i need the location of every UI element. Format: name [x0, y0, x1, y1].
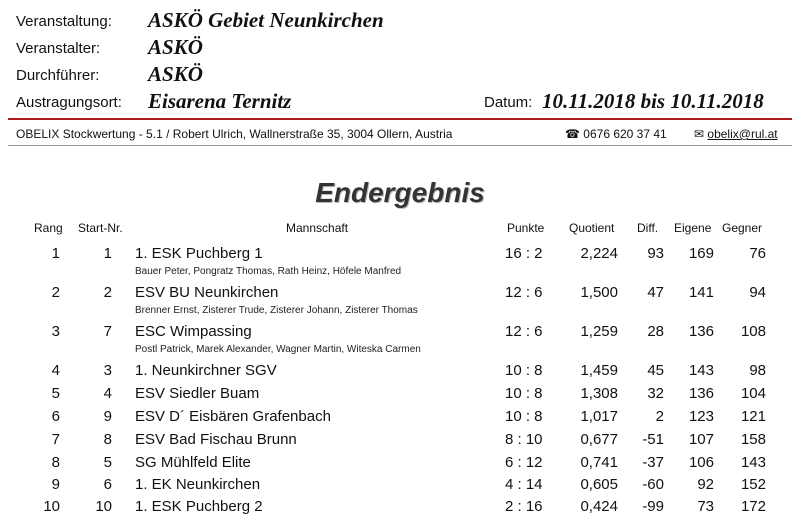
- row-start-nr: 5: [103, 454, 112, 471]
- row-gegner: 98: [749, 362, 766, 379]
- row-eigene: 107: [688, 431, 714, 448]
- row-team: 1. Neunkirchner SGV: [135, 362, 277, 379]
- row-team: 1. EK Neunkirchen: [135, 476, 261, 493]
- row-diff: 28: [647, 323, 664, 340]
- row-gegner: 76: [749, 245, 766, 262]
- col-start-nr: Start-Nr.: [78, 221, 123, 235]
- row-rang: 5: [51, 385, 60, 402]
- row-quotient: 1,259: [580, 323, 618, 340]
- email-link[interactable]: obelix@rul.at: [707, 127, 778, 141]
- veranstalter-label: Veranstalter:: [16, 40, 101, 57]
- phone-number: 0676 620 37 41: [583, 127, 667, 141]
- row-gegner: 108: [740, 323, 766, 340]
- row-quotient: 1,017: [580, 408, 618, 425]
- row-punkte: 12 : 6: [505, 284, 543, 301]
- row-eigene: 169: [688, 245, 714, 262]
- col-gegner: Gegner: [722, 221, 763, 235]
- row-eigene: 73: [697, 498, 714, 515]
- row-quotient: 1,500: [580, 284, 618, 301]
- row-rang: 4: [51, 362, 60, 379]
- row-start-nr: 10: [95, 498, 112, 515]
- row-quotient: 0,605: [580, 476, 618, 493]
- row-rang: 1: [51, 245, 60, 262]
- veranstaltung-label: Veranstaltung:: [16, 13, 112, 30]
- row-eigene: 136: [688, 385, 714, 402]
- phone-contact: [565, 127, 667, 141]
- row-start-nr: 9: [103, 408, 112, 425]
- col-quotient: Quotient: [569, 221, 615, 235]
- row-eigene: 123: [688, 408, 714, 425]
- row-gegner: 158: [740, 431, 766, 448]
- row-start-nr: 2: [103, 284, 112, 301]
- row-quotient: 0,424: [580, 498, 618, 515]
- veranstalter-value: ASKÖ: [148, 35, 203, 59]
- row-start-nr: 8: [103, 431, 112, 448]
- row-team: SG Mühlfeld Elite: [135, 454, 251, 471]
- veranstaltung-value: ASKÖ Gebiet Neunkirchen: [148, 8, 384, 32]
- row-quotient: 1,459: [580, 362, 618, 379]
- row-team: 1. ESK Puchberg 2: [135, 498, 263, 515]
- col-rang: Rang: [34, 221, 63, 235]
- row-rang: 6: [51, 408, 60, 425]
- row-start-nr: 3: [103, 362, 112, 379]
- row-diff: 93: [647, 245, 664, 262]
- row-gegner: 104: [740, 385, 766, 402]
- row-quotient: 2,224: [580, 245, 618, 262]
- row-diff: -37: [642, 454, 664, 471]
- row-punkte: 10 : 8: [505, 408, 543, 425]
- row-diff: -99: [642, 498, 664, 515]
- row-gegner: 94: [749, 284, 766, 301]
- col-mannschaft: Mannschaft: [286, 221, 349, 235]
- row-quotient: 1,308: [580, 385, 618, 402]
- row-diff: -60: [642, 476, 664, 493]
- row-rang: 2: [51, 284, 60, 301]
- row-punkte: 10 : 8: [505, 362, 543, 379]
- envelope-icon: ✉: [694, 127, 705, 141]
- austragungsort-value: Eisarena Ternitz: [148, 89, 292, 113]
- col-eigene: Eigene: [674, 221, 712, 235]
- row-start-nr: 6: [103, 476, 112, 493]
- row-diff: 32: [647, 385, 664, 402]
- row-diff: 2: [655, 408, 664, 425]
- row-rang: 9: [51, 476, 60, 493]
- austragungsort-label: Austragungsort:: [16, 94, 122, 111]
- row-rang: 10: [43, 498, 60, 515]
- row-rang: 8: [51, 454, 60, 471]
- row-punkte: 8 : 10: [505, 431, 543, 448]
- software-info: OBELIX Stockwertung - 5.1 / Robert Ulrich, Wallnerstraße 35, 3004 Ollern, Austria: [16, 127, 453, 141]
- row-start-nr: 4: [103, 385, 112, 402]
- durchfuehrer-label: Durchführer:: [16, 67, 100, 84]
- datum-value: 10.11.2018 bis 10.11.2018: [542, 89, 764, 113]
- row-diff: -51: [642, 431, 664, 448]
- row-team: 1. ESK Puchberg 1: [135, 245, 263, 262]
- datum-label: Datum:: [484, 94, 533, 111]
- row-team: ESV BU Neunkirchen: [135, 284, 279, 301]
- row-punkte: 16 : 2: [505, 245, 543, 262]
- row-diff: 45: [647, 362, 664, 379]
- row-team: ESV D´ Eisbären Grafenbach: [135, 408, 331, 425]
- row-gegner: 172: [740, 498, 766, 515]
- row-punkte: 2 : 16: [505, 498, 543, 515]
- page-title: Endergebnis: [315, 177, 485, 208]
- row-punkte: 10 : 8: [505, 385, 543, 402]
- row-members: Postl Patrick, Marek Alexander, Wagner Martin, Witeska Carmen: [135, 344, 421, 355]
- row-eigene: 143: [688, 362, 714, 379]
- row-quotient: 0,741: [580, 454, 618, 471]
- row-rang: 7: [51, 431, 60, 448]
- row-gegner: 121: [740, 408, 766, 425]
- row-quotient: 0,677: [580, 431, 618, 448]
- row-punkte: 4 : 14: [505, 476, 543, 493]
- row-rang: 3: [51, 323, 60, 340]
- row-eigene: 136: [688, 323, 714, 340]
- row-start-nr: 7: [103, 323, 112, 340]
- phone-icon: ☎: [565, 127, 580, 141]
- row-diff: 47: [647, 284, 664, 301]
- row-team: ESC Wimpassing: [135, 323, 252, 340]
- durchfuehrer-value: ASKÖ: [148, 62, 203, 86]
- email-contact[interactable]: [694, 127, 778, 141]
- row-punkte: 6 : 12: [505, 454, 543, 471]
- row-members: Brenner Ernst, Zisterer Trude, Zisterer Johann, Zisterer Thomas: [135, 305, 418, 316]
- row-start-nr: 1: [103, 245, 112, 262]
- row-members: Bauer Peter, Pongratz Thomas, Rath Heinz, Höfele Manfred: [135, 266, 402, 277]
- col-punkte: Punkte: [507, 221, 545, 235]
- row-eigene: 141: [688, 284, 714, 301]
- row-gegner: 152: [740, 476, 766, 493]
- row-punkte: 12 : 6: [505, 323, 543, 340]
- row-eigene: 92: [697, 476, 714, 493]
- col-diff: Diff.: [637, 221, 659, 235]
- row-eigene: 106: [688, 454, 714, 471]
- row-team: ESV Siedler Buam: [135, 385, 260, 402]
- row-gegner: 143: [740, 454, 766, 471]
- row-team: ESV Bad Fischau Brunn: [135, 431, 297, 448]
- header-divider: [8, 118, 792, 120]
- info-divider: [8, 145, 792, 146]
